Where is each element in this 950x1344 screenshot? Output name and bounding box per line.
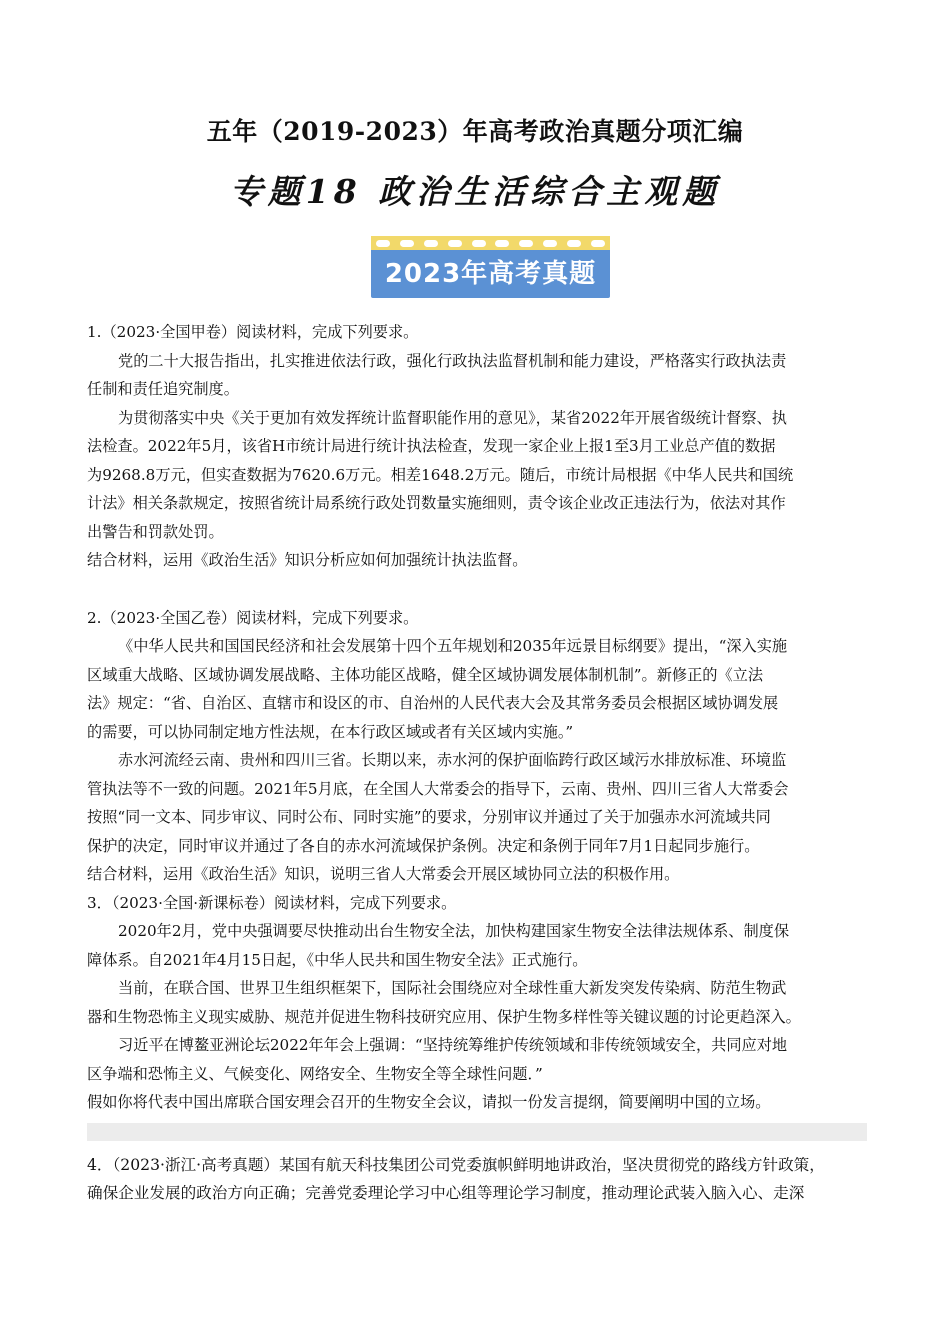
question-3-task: 假如你将代表中国出席联合国安理会召开的生物安全会议，请拟一份发言提纲，简要阐明中国的立场。 (87, 1093, 771, 1111)
q2-text-line: 赤水河流经云南、贵州和四川三省。长期以来，赤水河的保护面临跨行政区域污水排放标准、环境监 (118, 751, 787, 769)
question-2 (87, 604, 867, 889)
year-banner (371, 236, 610, 298)
q1-text-line: 计法》相关条款规定，按照省统计局系统行政处罚数量实施细则，责令该企业改正违法行为，依法对其作 (87, 494, 786, 512)
q2-text-line: 区域重大战略、区域协调发展战略、主体功能区战略，健全区域协调发展体制机制”。新修正的《立法 (87, 665, 764, 684)
q1-text-line: 任制和责任追究制度。 (87, 380, 239, 398)
q2-text-line: 保护的决定，同时审议并通过了各自的赤水河流域保护条例。决定和条例于同年7月1日起同步施行。 (87, 836, 760, 855)
question-2-head: 2.（2023·全国乙卷）阅读材料，完成下列要求。 (87, 608, 419, 627)
topic-title: 专题18 政治生活综合主观题 (229, 172, 721, 211)
q3-text-line: 2020年2月，党中央强调要尽快推动出台生物安全法，加快构建国家生物安全法律法规体系、制度保 (118, 922, 790, 940)
question-1-task: 结合材料，运用《政治生活》知识分析应如何加强统计执法监督。 (87, 551, 528, 569)
banner-label: 2023年高考真题 (384, 259, 597, 289)
question-list (87, 318, 867, 1208)
q3-text-line: 习近平在博鳌亚洲论坛2022年年会上强调：“坚持统筹维护传统领域和非传统领域安全，共同应对地 (118, 1036, 788, 1054)
question-3-head: 3．（2023·全国·新课标卷）阅读材料，完成下列要求。 (87, 893, 457, 912)
q3-text-line: 器和生物恐怖主义现实威胁、规范并促进生物科技研究应用、保护生物多样性等关键议题的讨论更趋深入。 (87, 1007, 801, 1026)
q2-text-line: 法》规定：“省、自治区、直辖市和设区的市、自治州的人民代表大会及其常务委员会根据区域协调发展 (87, 694, 779, 712)
q4-text-line: 4．（2023·浙江·高考真题）某国有航天科技集团公司党委旗帜鲜明地讲政治，坚决贯彻党的路线方针政策， (87, 1155, 825, 1174)
q1-text-line: 出警告和罚款处罚。 (87, 522, 224, 541)
q1-text-line: 为贯彻落实中央《关于更加有效发挥统计监督职能作用的意见》，某省2022年开展省级统计督察、执 (118, 408, 787, 427)
q4-text-line: 确保企业发展的政治方向正确；完善党委理论学习中心组等理论学习制度，推动理论武装入脑入心、走深 (87, 1184, 805, 1202)
q2-text-line: 的需要，可以协同制定地方性法规，在本行政区域或者有关区域内实施。” (87, 722, 574, 741)
question-1-head: 1.（2023·全国甲卷）阅读材料，完成下列要求。 (87, 323, 419, 341)
question-3 (87, 889, 867, 1117)
q2-text-line: 《中华人民共和国国民经济和社会发展第十四个五年规划和2035年远景目标纲要》提出，“深入实施 (118, 637, 788, 655)
document-title: 五年（2019-2023）年高考政治真题分项汇编 (206, 117, 744, 146)
question-1 (87, 318, 867, 575)
question-4 (87, 1151, 867, 1208)
q3-text-line: 区争端和恐怖主义、气候变化、网络安全、生物安全等全球性问题．” (87, 1064, 543, 1083)
q1-text-line: 法检查。2022年5月，该省H市统计局进行统计执法检查，发现一家企业上报1至3月工业总产值的数据 (87, 437, 776, 455)
q2-text-line: 管执法等不一致的问题。2021年5月底，在全国人大常委会的指导下，云南、贵州、四川三省人大常委会 (87, 779, 789, 798)
q2-text-line: 按照“同一文本、同步审议、同时公布、同时实施”的要求，分别审议并通过了关于加强赤水河流域共同 (87, 808, 771, 826)
q1-text-line: 为9268.8万元，但实查数据为7620.6万元。相差1648.2万元。随后，市统计局根据《中华人民共和国统 (87, 465, 794, 484)
q3-text-line: 当前，在联合国、世界卫生组织框架下，国际社会围绕应对全球性重大新发突发传染病、防范生物武 (118, 979, 787, 997)
question-2-task: 结合材料，运用《政治生活》知识，说明三省人大常委会开展区域协同立法的积极作用。 (87, 865, 680, 883)
q3-text-line: 障体系。自2021年4月15日起，《中华人民共和国生物安全法》正式施行。 (87, 950, 588, 969)
answer-area-bar (87, 1123, 867, 1141)
banner-decoration (371, 236, 610, 250)
q1-text-line: 党的二十大报告指出，扎实推进依法行政，强化行政执法监督机制和能力建设，严格落实行政执法责 (118, 351, 787, 370)
